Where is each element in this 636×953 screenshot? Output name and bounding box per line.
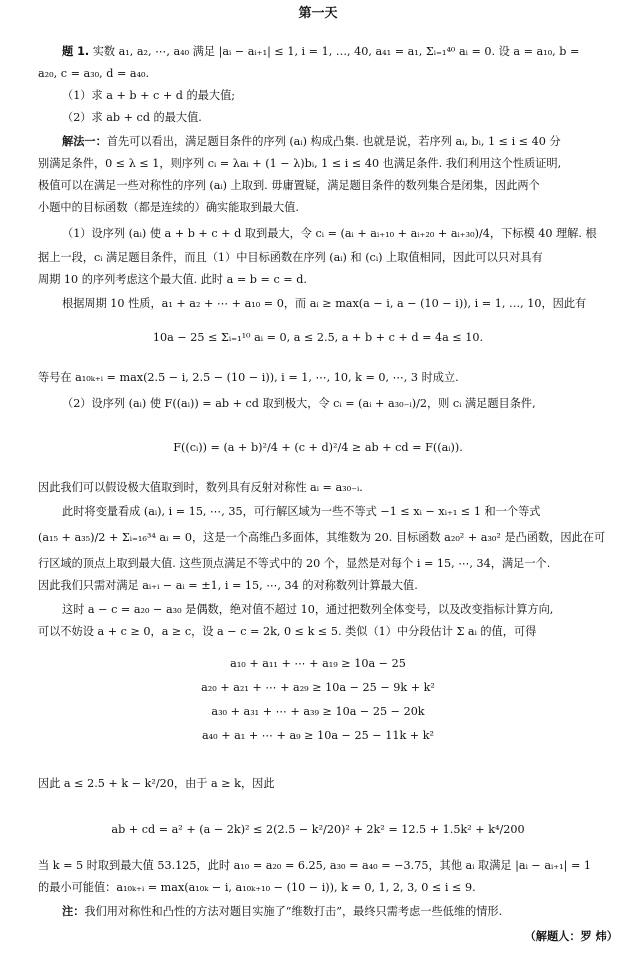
solution-line-1 xyxy=(38,134,620,151)
inequality-3: a₃₀ + a₃₁ + ⋯ + a₃₉ ≥ 10a − 25 − 20k xyxy=(211,705,425,718)
inequality-1: a₁₀ + a₁₁ + ⋯ + a₁₉ ≥ 10a − 25 xyxy=(230,657,406,670)
polytope-line-4: 因此我们只需对满足 aᵢ₊ᵢ − aᵢ = ±1, i = 15, ⋯, 34 的对称数列计算最大值. xyxy=(38,579,418,592)
result-line-1: 当 k = 5 时取到最大值 53.125，此时 a₁₀ = a₂₀ = 6.25, a₃₀ = a₄₀ = −3.75，其他 aᵢ 取满足 |aᵢ − aᵢ₊₁| = 1 xyxy=(38,859,592,872)
part1-line-1: （1）设序列 (aᵢ) 使 a + b + c + d 取到最大，令 cᵢ = (aᵢ + aᵢ₊₁₀ + aᵢ₊₂₀ + aᵢ₊₃₀)/4，下标模 40 理解. 根 xyxy=(62,227,597,240)
equality-condition: 等号在 a₁₀ₖ₊ᵢ = max(2.5 − i, 2.5 − (10 − i)), i = 1, ⋯, 10, k = 0, ⋯, 3 时成立. xyxy=(38,371,459,384)
symmetry-line: 因此我们可以假设极大值取到时，数列具有反射对称性 aᵢ = a₃₀₋ᵢ. xyxy=(38,481,363,494)
page-title: 第一天 xyxy=(298,6,338,21)
polytope-line-1: 此时将变量看成 (aᵢ), i = 15, ⋯, 35，可行解区域为一些不等式 −1 ≤ xᵢ − xᵢ₊₁ ≤ 1 和一个等式 xyxy=(62,505,541,518)
note-label: 注： xyxy=(62,905,85,918)
part1-line-4: 根据周期 10 性质，a₁ + a₂ + ⋯ + a₁₀ = 0，而 aᵢ ≥ max(a − i, a − (10 − i)), i = 1, …, 10，因此有 xyxy=(62,297,587,310)
author-credit: （解题人：罗 炜） xyxy=(524,930,618,943)
equation-2: F((cᵢ)) = (a + b)²/4 + (c + d)²/4 ≥ ab + cd = F((aᵢ)). xyxy=(173,441,463,454)
equation-3: ab + cd = a² + (a − 2k)² ≤ 2(2.5 − k²/20)² + 2k² = 12.5 + 1.5k² + k⁴/200 xyxy=(111,823,525,836)
parity-line-1: 这时 a − c = a₂₀ − a₃₀ 是偶数，绝对值不超过 10，通过把数列全体变号，以及改变指标计算方向, xyxy=(62,603,554,616)
note-text: 我们用对称性和凸性的方法对题目实施了“维数打击”，最终只需考虑一些低维的情形. xyxy=(84,905,503,918)
part2-line-1: （2）设序列 (aᵢ) 使 F((aᵢ)) = ab + cd 取到极大，令 cᵢ = (aᵢ + a₃₀₋ᵢ)/2，则 cᵢ 满足题目条件, xyxy=(62,397,536,410)
solution-text-1: 首先可以看出，满足题目条件的序列 (aᵢ) 构成凸集. 也就是说，若序列 aᵢ, bᵢ, 1 ≤ i ≤ 40 分 xyxy=(106,135,561,148)
result-line-2: 的最小可能值：a₁₀ₖ₊ᵢ = max(a₁₀ₖ − i, a₁₀ₖ₊₁₀ − (10 − i)), k = 0, 1, 2, 3, 0 ≤ i ≤ 9. xyxy=(38,881,476,894)
bound-line: 因此 a ≤ 2.5 + k − k²/20，由于 a ≥ k，因此 xyxy=(38,777,275,790)
solution-line-4: 小题中的目标函数（都是连续的）确实能取到最大值. xyxy=(38,201,299,214)
solution-line-3: 极值可以在满足一些对称性的序列 (aᵢ) 上取到. 毋庸置疑，满足题目条件的数列集合是闭集，因此两个 xyxy=(38,179,540,192)
problem-label: 题 1. xyxy=(62,45,90,58)
inequality-4: a₄₀ + a₁ + ⋯ + a₉ ≥ 10a − 25 − 11k + k² xyxy=(202,729,434,742)
problem-line-1 xyxy=(38,44,620,61)
inequality-2: a₂₀ + a₂₁ + ⋯ + a₂₉ ≥ 10a − 25 − 9k + k² xyxy=(201,681,435,694)
solution-label: 解法一： xyxy=(62,135,107,148)
question-1: （1）求 a + b + c + d 的最大值; xyxy=(62,89,236,102)
parity-line-2: 可以不妨设 a + c ≥ 0，a ≥ c，设 a − c = 2k, 0 ≤ k ≤ 5. 类似（1）中分段估计 Σ aᵢ 的值，可得 xyxy=(38,625,537,638)
problem-text-1: 实数 a₁, a₂, ⋯, a₄₀ 满足 |aᵢ − aᵢ₊₁| ≤ 1, i = 1, …, 40, a₄₁ = a₁, Σᵢ₌₁⁴⁰ aᵢ = 0. 设 a = a₁₀, b = xyxy=(92,45,580,58)
part1-line-2: 据上一段，cᵢ 满足题目条件，而且（1）中目标函数在序列 (aᵢ) 和 (cᵢ) 上取值相同，因此可以只对具有 xyxy=(38,251,543,264)
equation-1: 10a − 25 ≤ Σᵢ₌₁¹⁰ aᵢ = 0, a ≤ 2.5, a + b + c + d = 4a ≤ 10. xyxy=(152,331,484,344)
question-2: （2）求 ab + cd 的最大值. xyxy=(62,111,202,124)
problem-line-2: a₂₀, c = a₃₀, d = a₄₀. xyxy=(38,67,150,80)
polytope-line-3: 行区域的顶点上取到最大值. 这些顶点满足不等式中的 20 个，显然是对每个 i = 15, ⋯, 34，满足一个. xyxy=(38,557,551,570)
note-line xyxy=(38,904,620,921)
solution-line-2: 别满足条件，0 ≤ λ ≤ 1，则序列 cᵢ = λaᵢ + (1 − λ)bᵢ, 1 ≤ i ≤ 40 也满足条件. 我们利用这个性质证明, xyxy=(38,157,562,170)
part1-line-3: 周期 10 的序列考虑这个最大值. 此时 a = b = c = d. xyxy=(38,273,307,286)
polytope-line-2: (a₁₅ + a₃₅)/2 + Σᵢ₌₁₆³⁴ aᵢ = 0，这是一个高维凸多面体，其维数为 20. 目标函数 a₂₀² + a₃₀² 是凸函数，因此在可 xyxy=(38,531,606,544)
